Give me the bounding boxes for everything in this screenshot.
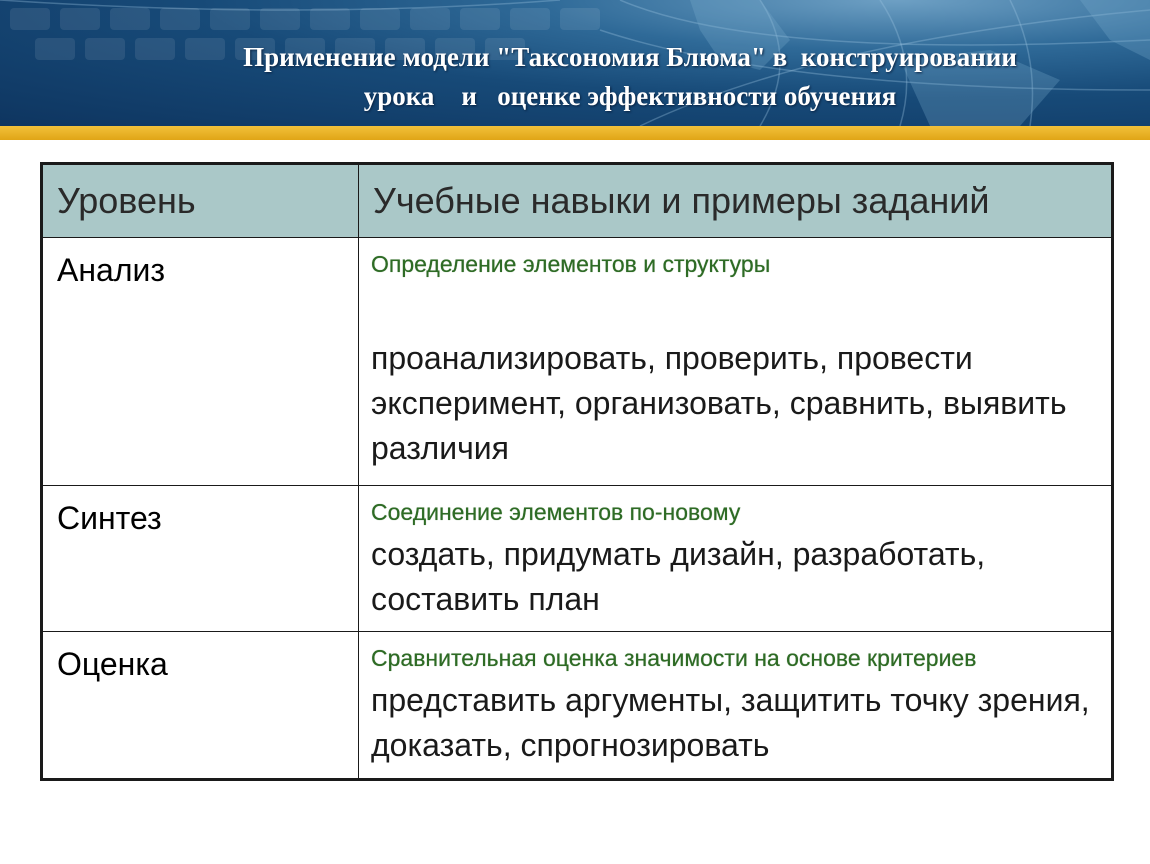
title-line-1: Применение модели "Таксономия Блюма" в конструировании <box>243 42 1017 72</box>
page-title <box>110 38 1150 116</box>
taxonomy-table <box>40 162 1114 781</box>
task-examples: проанализировать, проверить, провести эксперимент, организовать, сравнить, выявить различия <box>371 340 1067 466</box>
header-banner <box>0 0 1150 126</box>
title-line-2: урока и оценке эффективности обучения <box>363 81 897 111</box>
task-examples: представить аргументы, защитить точку зрения, доказать, спрогнозировать <box>371 682 1090 763</box>
skill-description: Сравнительная оценка значимости на основе критериев <box>371 645 977 671</box>
task-examples: создать, придумать дизайн, разработать, составить план <box>371 536 986 617</box>
skills-cell <box>359 238 1113 486</box>
skills-cell <box>359 632 1113 780</box>
table-row <box>42 238 1113 486</box>
table-header-row <box>42 164 1113 238</box>
skills-cell <box>359 486 1113 632</box>
level-cell: Оценка <box>42 632 359 780</box>
table-row <box>42 632 1113 780</box>
column-header-level: Уровень <box>42 164 359 238</box>
banner-stripe <box>0 126 1150 140</box>
level-cell: Анализ <box>42 238 359 486</box>
column-header-skills: Учебные навыки и примеры заданий <box>359 164 1113 238</box>
skill-description: Соединение элементов по-новому <box>371 499 741 525</box>
table-row <box>42 486 1113 632</box>
skill-description: Определение элементов и структуры <box>371 251 771 277</box>
level-cell: Синтез <box>42 486 359 632</box>
